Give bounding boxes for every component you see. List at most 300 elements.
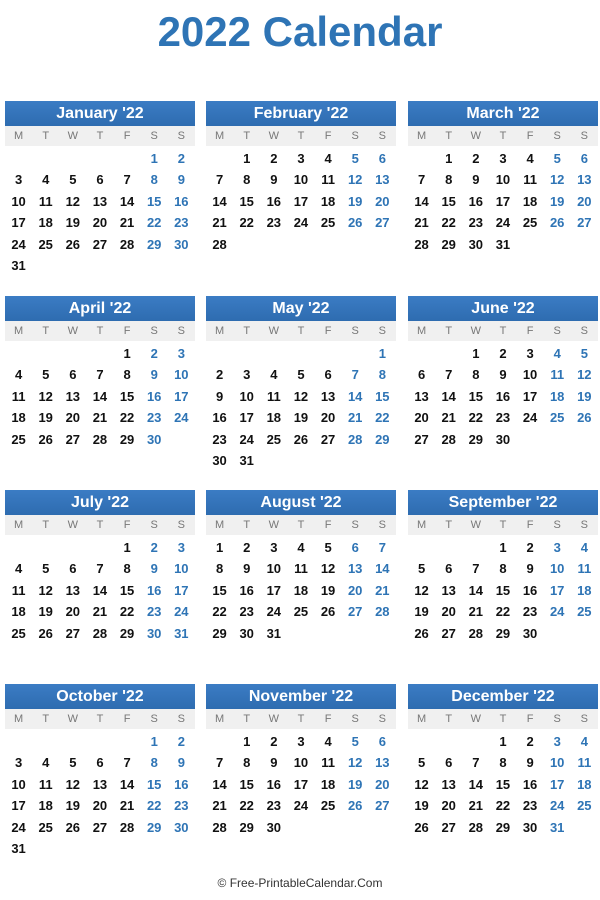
day-cell: 25 <box>11 625 26 641</box>
day-cell: 23 <box>146 604 162 620</box>
day-cell: 7 <box>123 172 131 188</box>
days-grid <box>206 343 396 471</box>
day-cell: 22 <box>119 604 135 620</box>
weekday-label: M <box>214 130 225 142</box>
day-cell: 17 <box>549 582 565 598</box>
day-cell: 24 <box>549 798 565 814</box>
days-grid <box>408 731 598 838</box>
empty-cell <box>5 343 32 364</box>
day-cell: 29 <box>375 431 390 447</box>
day-cell: 31 <box>549 819 565 835</box>
day-cell: 20 <box>441 604 456 620</box>
day-cell: 7 <box>472 561 480 577</box>
day-cell: 5 <box>553 151 561 166</box>
weekday-label: T <box>297 325 305 337</box>
weekday-label: F <box>526 519 534 531</box>
day-cell: 5 <box>351 151 359 166</box>
day-cell: 25 <box>577 604 592 620</box>
day-cell: 1 <box>499 540 507 555</box>
month-title: March '22 <box>408 101 598 126</box>
day-cell: 14 <box>92 582 108 598</box>
day-cell: 3 <box>297 734 305 749</box>
weekday-label: M <box>13 713 24 725</box>
empty-cell <box>59 343 86 364</box>
day-cell: 2 <box>150 346 158 361</box>
day-cell: 12 <box>320 561 336 577</box>
weekday-label: F <box>324 713 332 725</box>
month-block <box>206 684 396 838</box>
day-cell: 15 <box>119 582 135 598</box>
day-cell: 23 <box>239 604 254 620</box>
day-cell: 30 <box>266 819 282 835</box>
day-cell: 28 <box>119 236 135 252</box>
day-cell: 28 <box>212 819 227 835</box>
day-cell: 28 <box>212 236 227 252</box>
day-cell: 28 <box>92 625 108 641</box>
day-cell: 25 <box>320 215 336 231</box>
day-cell: 15 <box>119 388 135 404</box>
day-cell: 26 <box>414 625 429 641</box>
day-cell: 27 <box>92 236 108 252</box>
day-cell: 22 <box>119 410 135 426</box>
day-cell: 20 <box>92 798 108 814</box>
day-cell: 7 <box>96 561 104 577</box>
day-cell: 16 <box>522 582 538 598</box>
weekday-label: S <box>177 325 185 337</box>
days-grid <box>408 148 598 255</box>
day-cell: 9 <box>499 367 507 383</box>
weekday-label: M <box>214 713 225 725</box>
day-cell: 27 <box>65 431 81 447</box>
empty-cell <box>408 148 435 169</box>
day-cell: 30 <box>522 625 538 641</box>
day-cell: 12 <box>65 193 81 209</box>
day-cell: 19 <box>347 193 363 209</box>
day-cell: 11 <box>11 388 26 404</box>
day-cell: 4 <box>42 172 50 188</box>
day-cell: 28 <box>441 431 456 447</box>
weekday-label: T <box>243 713 251 725</box>
day-cell: 8 <box>243 172 251 188</box>
day-cell: 13 <box>65 582 81 598</box>
day-cell: 12 <box>414 776 429 792</box>
day-cell: 16 <box>239 582 254 598</box>
weekday-label: S <box>378 325 386 337</box>
day-cell: 10 <box>266 561 282 577</box>
day-cell: 28 <box>347 431 363 447</box>
day-cell: 11 <box>321 755 335 771</box>
weekday-label: W <box>67 519 78 531</box>
weekday-label: T <box>445 130 453 142</box>
day-cell: 1 <box>150 734 158 749</box>
day-cell: 8 <box>150 172 158 188</box>
day-cell: 6 <box>69 367 77 383</box>
day-cell: 10 <box>293 172 309 188</box>
day-cell: 10 <box>495 172 511 188</box>
day-cell: 15 <box>468 388 484 404</box>
day-cell: 10 <box>239 388 254 404</box>
weekday-header <box>5 515 195 535</box>
day-cell: 4 <box>42 755 50 771</box>
day-cell: 25 <box>549 410 565 426</box>
day-cell: 21 <box>92 604 108 620</box>
day-cell: 2 <box>499 346 507 361</box>
day-cell: 2 <box>243 540 251 555</box>
day-cell: 8 <box>123 367 131 383</box>
days-grid <box>5 343 195 450</box>
weekday-label: S <box>378 519 386 531</box>
day-cell: 5 <box>42 367 50 383</box>
weekday-label: S <box>351 130 359 142</box>
day-cell: 9 <box>472 172 480 188</box>
day-cell: 13 <box>577 172 592 188</box>
day-cell: 2 <box>472 151 480 166</box>
day-cell: 21 <box>119 215 135 231</box>
day-cell: 18 <box>577 582 592 598</box>
day-cell: 23 <box>174 215 189 231</box>
day-cell: 9 <box>270 172 278 188</box>
day-cell: 3 <box>270 540 278 555</box>
day-cell: 26 <box>347 215 363 231</box>
day-cell: 13 <box>441 776 456 792</box>
day-cell: 25 <box>11 431 26 447</box>
weekday-label: W <box>268 325 279 337</box>
weekday-label: T <box>499 713 507 725</box>
day-cell: 18 <box>38 215 53 231</box>
day-cell: 10 <box>549 755 565 771</box>
day-cell: 13 <box>414 388 429 404</box>
day-cell: 25 <box>522 215 538 231</box>
day-cell: 23 <box>495 410 511 426</box>
day-cell: 15 <box>375 388 390 404</box>
day-cell: 14 <box>212 193 227 209</box>
weekday-label: S <box>580 519 588 531</box>
day-cell: 19 <box>414 604 429 620</box>
month-title: May '22 <box>206 296 396 321</box>
day-cell: 28 <box>414 236 429 252</box>
day-cell: 29 <box>468 431 484 447</box>
day-cell: 12 <box>65 776 81 792</box>
day-cell: 11 <box>38 776 53 792</box>
day-cell: 12 <box>293 388 309 404</box>
day-cell: 21 <box>414 215 429 231</box>
weekday-label: M <box>13 519 24 531</box>
month-title: August '22 <box>206 490 396 515</box>
day-cell: 20 <box>414 410 429 426</box>
day-cell: 19 <box>293 410 309 426</box>
empty-cell <box>86 148 113 169</box>
day-cell: 30 <box>174 236 189 252</box>
day-cell: 7 <box>96 367 104 383</box>
day-cell: 3 <box>243 367 251 383</box>
day-cell: 11 <box>11 582 26 598</box>
day-cell: 31 <box>11 257 26 273</box>
page-title: 2022 Calendar <box>157 8 443 55</box>
day-cell: 3 <box>553 540 561 555</box>
day-cell: 20 <box>441 798 456 814</box>
weekday-label: W <box>470 519 481 531</box>
day-cell: 18 <box>38 798 53 814</box>
day-cell: 4 <box>14 561 23 577</box>
weekday-label: M <box>13 325 24 337</box>
day-cell: 25 <box>38 819 53 835</box>
day-cell: 24 <box>522 410 538 426</box>
weekday-label: F <box>123 519 131 531</box>
day-cell: 20 <box>65 410 81 426</box>
weekday-header <box>408 126 598 146</box>
weekday-label: S <box>580 713 588 725</box>
weekday-header <box>206 321 396 341</box>
day-cell: 8 <box>499 755 507 771</box>
day-cell: 13 <box>65 388 81 404</box>
month-block <box>408 296 598 450</box>
day-cell: 29 <box>495 625 511 641</box>
month-block <box>408 490 598 644</box>
day-cell: 10 <box>11 776 26 792</box>
day-cell: 18 <box>320 776 336 792</box>
day-cell: 6 <box>96 172 104 188</box>
day-cell: 17 <box>239 410 254 426</box>
day-cell: 1 <box>243 734 251 749</box>
day-cell: 22 <box>495 604 511 620</box>
weekday-label: F <box>123 130 131 142</box>
weekday-label: S <box>580 130 588 142</box>
day-cell: 24 <box>11 819 26 835</box>
day-cell: 9 <box>270 755 278 771</box>
day-cell: 29 <box>119 625 135 641</box>
day-cell: 19 <box>65 798 81 814</box>
day-cell: 1 <box>150 151 158 166</box>
month-block <box>5 684 195 859</box>
weekday-label: T <box>96 130 104 142</box>
day-cell: 29 <box>119 431 135 447</box>
day-cell: 12 <box>347 755 363 771</box>
day-cell: 6 <box>96 755 104 771</box>
days-grid <box>5 148 195 276</box>
days-grid <box>206 148 396 255</box>
day-cell: 24 <box>11 236 26 252</box>
day-cell: 27 <box>441 625 456 641</box>
day-cell: 20 <box>375 776 390 792</box>
day-cell: 22 <box>495 798 511 814</box>
day-cell: 3 <box>526 346 534 361</box>
day-cell: 5 <box>69 755 77 771</box>
day-cell: 31 <box>11 840 26 856</box>
day-cell: 18 <box>11 604 26 620</box>
day-cell: 7 <box>123 755 131 771</box>
day-cell: 27 <box>577 215 592 231</box>
weekday-label: W <box>470 325 481 337</box>
day-cell: 11 <box>577 755 592 771</box>
empty-cell <box>287 343 314 364</box>
empty-cell <box>462 537 489 558</box>
day-cell: 5 <box>417 561 426 577</box>
day-cell: 22 <box>468 410 484 426</box>
day-cell: 3 <box>177 540 185 555</box>
weekday-label: S <box>351 325 359 337</box>
day-cell: 8 <box>445 172 453 188</box>
day-cell: 13 <box>441 582 456 598</box>
day-cell: 24 <box>174 604 189 620</box>
day-cell: 25 <box>293 604 309 620</box>
day-cell: 29 <box>239 819 254 835</box>
day-cell: 11 <box>577 561 592 577</box>
empty-cell <box>86 537 113 558</box>
day-cell: 12 <box>577 367 592 383</box>
day-cell: 8 <box>243 755 251 771</box>
day-cell: 16 <box>266 776 282 792</box>
day-cell: 21 <box>119 798 135 814</box>
day-cell: 24 <box>174 410 189 426</box>
day-cell: 27 <box>347 604 363 620</box>
weekday-label: S <box>177 130 185 142</box>
day-cell: 20 <box>347 582 363 598</box>
weekday-label: T <box>42 325 50 337</box>
day-cell: 20 <box>577 193 592 209</box>
day-cell: 4 <box>580 734 588 749</box>
weekday-label: M <box>214 325 225 337</box>
day-cell: 2 <box>177 734 185 749</box>
day-cell: 14 <box>92 388 108 404</box>
weekday-label: T <box>96 519 104 531</box>
weekday-label: W <box>470 713 481 725</box>
day-cell: 10 <box>549 561 565 577</box>
day-cell: 23 <box>266 798 282 814</box>
day-cell: 23 <box>146 410 162 426</box>
weekday-label: S <box>351 713 359 725</box>
day-cell: 14 <box>119 193 135 209</box>
day-cell: 19 <box>38 410 53 426</box>
day-cell: 14 <box>468 582 484 598</box>
month-block <box>206 490 396 644</box>
weekday-label: T <box>297 713 305 725</box>
day-cell: 25 <box>266 431 282 447</box>
weekday-header <box>5 126 195 146</box>
weekday-label: S <box>553 713 561 725</box>
weekday-label: S <box>378 130 386 142</box>
day-cell: 4 <box>270 367 278 383</box>
weekday-label: S <box>378 713 386 725</box>
weekday-header <box>206 709 396 729</box>
weekday-label: S <box>553 519 561 531</box>
days-grid <box>5 537 195 644</box>
empty-cell <box>59 148 86 169</box>
weekday-label: T <box>297 519 305 531</box>
empty-cell <box>114 731 141 752</box>
day-cell: 7 <box>351 367 359 383</box>
day-cell: 16 <box>468 193 484 209</box>
day-cell: 12 <box>38 582 53 598</box>
day-cell: 7 <box>417 172 426 188</box>
day-cell: 16 <box>174 193 189 209</box>
day-cell: 11 <box>550 367 565 383</box>
day-cell: 19 <box>65 215 81 231</box>
weekday-label: S <box>150 519 158 531</box>
day-cell: 27 <box>375 215 390 231</box>
month-block <box>206 296 396 471</box>
empty-cell <box>114 148 141 169</box>
weekday-label: S <box>580 325 588 337</box>
day-cell: 14 <box>212 776 227 792</box>
day-cell: 6 <box>69 561 77 577</box>
day-cell: 1 <box>123 540 131 555</box>
day-cell: 16 <box>174 776 189 792</box>
day-cell: 14 <box>468 776 484 792</box>
day-cell: 9 <box>215 388 224 404</box>
day-cell: 19 <box>38 604 53 620</box>
day-cell: 3 <box>553 734 561 749</box>
day-cell: 30 <box>212 452 227 468</box>
day-cell: 8 <box>150 755 158 771</box>
weekday-label: T <box>297 130 305 142</box>
days-grid <box>5 731 195 859</box>
day-cell: 17 <box>293 776 309 792</box>
day-cell: 20 <box>320 410 336 426</box>
day-cell: 21 <box>375 582 390 598</box>
day-cell: 18 <box>293 582 309 598</box>
day-cell: 15 <box>146 193 162 209</box>
day-cell: 5 <box>580 346 588 361</box>
weekday-label: T <box>499 519 507 531</box>
day-cell: 24 <box>293 798 309 814</box>
day-cell: 12 <box>414 582 429 598</box>
month-title: September '22 <box>408 490 598 515</box>
weekday-label: T <box>96 713 104 725</box>
day-cell: 5 <box>297 367 305 383</box>
day-cell: 22 <box>441 215 456 231</box>
day-cell: 28 <box>468 625 484 641</box>
weekday-label: F <box>324 519 332 531</box>
empty-cell <box>59 537 86 558</box>
weekday-label: S <box>177 713 185 725</box>
day-cell: 24 <box>293 215 309 231</box>
day-cell: 30 <box>146 625 162 641</box>
day-cell: 4 <box>324 151 332 166</box>
day-cell: 22 <box>239 798 254 814</box>
day-cell: 5 <box>324 540 332 555</box>
day-cell: 26 <box>65 819 81 835</box>
day-cell: 15 <box>212 582 227 598</box>
weekday-label: T <box>499 325 507 337</box>
day-cell: 25 <box>577 798 592 814</box>
weekday-label: T <box>42 130 50 142</box>
weekday-label: M <box>416 130 427 142</box>
empty-cell <box>408 343 435 364</box>
empty-cell <box>32 731 59 752</box>
day-cell: 5 <box>351 734 359 749</box>
day-cell: 11 <box>523 172 537 188</box>
day-cell: 3 <box>297 151 305 166</box>
day-cell: 30 <box>522 819 538 835</box>
empty-cell <box>86 343 113 364</box>
empty-cell <box>408 537 435 558</box>
day-cell: 30 <box>174 819 189 835</box>
day-cell: 26 <box>414 819 429 835</box>
day-cell: 17 <box>266 582 282 598</box>
day-cell: 10 <box>522 367 538 383</box>
day-cell: 1 <box>445 151 453 166</box>
empty-cell <box>206 343 233 364</box>
day-cell: 6 <box>324 367 332 383</box>
day-cell: 4 <box>580 540 588 555</box>
day-cell: 10 <box>174 561 189 577</box>
empty-cell <box>59 731 86 752</box>
day-cell: 28 <box>468 819 484 835</box>
day-cell: 3 <box>14 755 23 771</box>
day-cell: 2 <box>177 151 185 166</box>
day-cell: 17 <box>174 388 189 404</box>
day-cell: 26 <box>347 798 363 814</box>
